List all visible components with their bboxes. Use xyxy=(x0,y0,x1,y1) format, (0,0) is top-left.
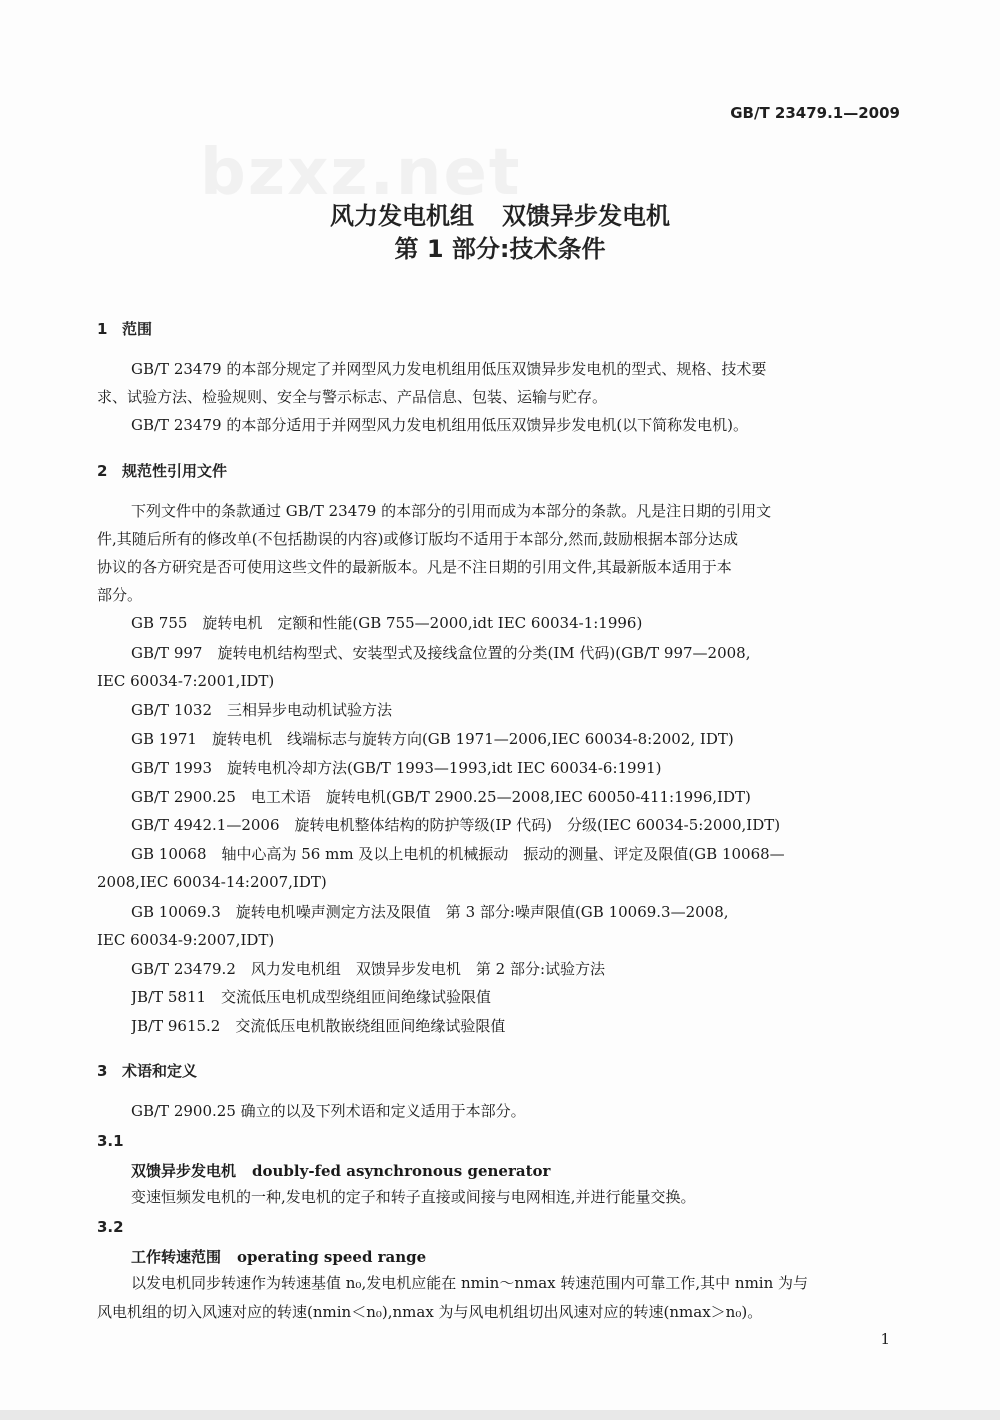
section-heading-1 xyxy=(97,318,152,339)
section-number: 2 xyxy=(97,462,108,480)
term-3-2 xyxy=(131,1246,426,1267)
section-heading-2 xyxy=(97,460,227,481)
section-number: 3 xyxy=(97,1062,108,1080)
page-bottom-edge xyxy=(0,1410,1000,1420)
title-part-b: 双馈异步发电机 xyxy=(502,202,670,230)
reference-item: GB/T 1993 旋转电机冷却方法(GB/T 1993—1993,idt IEC 60034-6:1991) xyxy=(131,759,662,777)
paragraph-line: 下列文件中的条款通过 GB/T 23479 的本部分的引用而成为本部分的条款。凡是注日期的引用文 xyxy=(131,502,772,520)
clause-number-3-2: 3.2 xyxy=(97,1218,124,1236)
section-heading-3 xyxy=(97,1060,197,1081)
standard-code: GB/T 23479.1—2009 xyxy=(730,104,900,122)
reference-item: GB 1971 旋转电机 线端标志与旋转方向(GB 1971—2006,IEC 60034-8:2002, IDT) xyxy=(131,730,734,748)
reference-item: GB/T 2900.25 电工术语 旋转电机(GB/T 2900.25—2008,IEC 60050-411:1996,IDT) xyxy=(131,788,751,806)
reference-item: GB 755 旋转电机 定额和性能(GB 755—2000,idt IEC 60034-1:1996) xyxy=(131,614,643,632)
section-title: 范围 xyxy=(122,320,153,338)
term-cn: 双馈异步发电机 xyxy=(131,1162,237,1180)
reference-item-cont: IEC 60034-7:2001,IDT) xyxy=(97,672,275,690)
page-number: 1 xyxy=(880,1330,890,1348)
reference-item: GB/T 23479.2 风力发电机组 双馈异步发电机 第 2 部分:试验方法 xyxy=(131,960,605,978)
clause-number-3-1: 3.1 xyxy=(97,1132,124,1150)
section-title: 术语和定义 xyxy=(122,1062,198,1080)
watermark: bzxz.net xyxy=(200,136,522,210)
term-en: doubly-fed asynchronous generator xyxy=(252,1162,551,1180)
term-definition: 以发电机同步转速作为转速基值 n₀,发电机应能在 nmin～nmax 转速范围内可靠工作,其中 nmin 为与 xyxy=(131,1274,809,1292)
reference-item-cont: IEC 60034-9:2007,IDT) xyxy=(97,931,275,949)
paragraph-line: 协议的各方研究是否可使用这些文件的最新版本。凡是不注日期的引用文件,其最新版本适用于本 xyxy=(97,558,732,576)
reference-item: JB/T 5811 交流低压电机成型绕组匝间绝缘试验限值 xyxy=(131,988,492,1006)
paragraph-line: GB/T 23479 的本部分规定了并网型风力发电机组用低压双馈异步发电机的型式、规格、技术要 xyxy=(131,360,767,378)
reference-item: GB/T 997 旋转电机结构型式、安装型式及接线盒位置的分类(IM 代码)(GB/T 997—2008, xyxy=(131,644,751,662)
reference-item: GB 10068 轴中心高为 56 mm 及以上电机的机械振动 振动的测量、评定及限值(GB 10068— xyxy=(131,845,785,863)
document-title-line2: 第 1 部分:技术条件 xyxy=(394,235,606,263)
reference-item: JB/T 9615.2 交流低压电机散嵌绕组匝间绝缘试验限值 xyxy=(131,1017,506,1035)
title-part-a: 风力发电机组 xyxy=(330,202,474,230)
term-definition-cont: 风电机组的切入风速对应的转速(nmin＜n₀),nmax 为与风电机组切出风速对应的转速(nmax＞n₀)。 xyxy=(97,1303,763,1321)
section-title: 规范性引用文件 xyxy=(122,462,228,480)
paragraph-line: 部分。 xyxy=(97,586,143,604)
term-3-1 xyxy=(131,1160,550,1181)
reference-item: GB/T 4942.1—2006 旋转电机整体结构的防护等级(IP 代码) 分级(IEC 60034-5:2000,IDT) xyxy=(131,816,781,834)
term-cn: 工作转速范围 xyxy=(131,1248,222,1266)
reference-item: GB 10069.3 旋转电机噪声测定方法及限值 第 3 部分:噪声限值(GB 10069.3—2008, xyxy=(131,903,729,921)
term-definition: 变速恒频发电机的一种,发电机的定子和转子直接或间接与电网相连,并进行能量交换。 xyxy=(131,1188,696,1206)
document-title-line1 xyxy=(0,196,1000,231)
paragraph-line: GB/T 23479 的本部分适用于并网型风力发电机组用低压双馈异步发电机(以下简称发电机)。 xyxy=(131,416,749,434)
term-en: operating speed range xyxy=(237,1248,427,1266)
reference-item: GB/T 1032 三相异步电动机试验方法 xyxy=(131,701,393,719)
paragraph-line: 求、试验方法、检验规则、安全与警示标志、产品信息、包装、运输与贮存。 xyxy=(97,388,608,406)
paragraph-line: GB/T 2900.25 确立的以及下列术语和定义适用于本部分。 xyxy=(131,1102,526,1120)
reference-item-cont: 2008,IEC 60034-14:2007,IDT) xyxy=(97,873,327,891)
paragraph-line: 件,其随后所有的修改单(不包括勘误的内容)或修订版均不适用于本部分,然而,鼓励根据本部分达成 xyxy=(97,530,739,548)
section-number: 1 xyxy=(97,320,108,338)
